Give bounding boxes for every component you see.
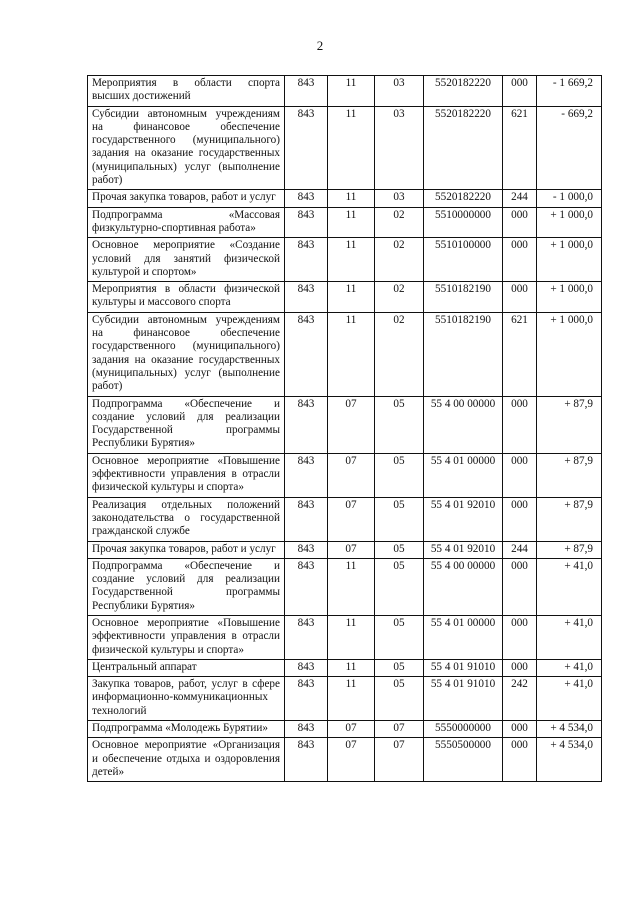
row-name-cell: Основное мероприятие «Повышение эффективности управления в отрасли физической культуры и спорта» bbox=[88, 453, 285, 497]
expense-type-cell: 244 bbox=[503, 541, 537, 558]
ministry-code-cell: 843 bbox=[285, 738, 328, 782]
subsection-code-cell: 05 bbox=[375, 396, 424, 453]
target-code-cell: 5520182220 bbox=[424, 106, 503, 190]
section-code-cell: 07 bbox=[328, 396, 375, 453]
expense-type-cell: 000 bbox=[503, 659, 537, 676]
amount-cell: + 41,0 bbox=[537, 558, 602, 615]
expense-type-cell: 621 bbox=[503, 106, 537, 190]
table-row bbox=[88, 396, 602, 453]
table-row bbox=[88, 238, 602, 282]
amount-cell: + 87,9 bbox=[537, 453, 602, 497]
amount-cell: + 87,9 bbox=[537, 497, 602, 541]
target-code-cell: 55 4 00 00000 bbox=[424, 558, 503, 615]
amount-cell: + 87,9 bbox=[537, 396, 602, 453]
ministry-code-cell: 843 bbox=[285, 558, 328, 615]
target-code-cell: 5520182220 bbox=[424, 76, 503, 107]
table-row bbox=[88, 282, 602, 313]
subsection-code-cell: 05 bbox=[375, 541, 424, 558]
subsection-code-cell: 02 bbox=[375, 207, 424, 238]
target-code-cell: 55 4 01 91010 bbox=[424, 677, 503, 721]
target-code-cell: 55 4 01 92010 bbox=[424, 497, 503, 541]
section-code-cell: 07 bbox=[328, 721, 375, 738]
expense-type-cell: 000 bbox=[503, 238, 537, 282]
subsection-code-cell: 03 bbox=[375, 190, 424, 207]
expense-type-cell: 000 bbox=[503, 738, 537, 782]
section-code-cell: 11 bbox=[328, 76, 375, 107]
ministry-code-cell: 843 bbox=[285, 76, 328, 107]
target-code-cell: 5510182190 bbox=[424, 312, 503, 396]
table-row bbox=[88, 677, 602, 721]
page-number: 2 bbox=[316, 38, 324, 53]
row-name-cell: Основное мероприятие «Повышение эффективности управления в отрасли физической культуры и спорта» bbox=[88, 615, 285, 659]
amount-cell: + 1 000,0 bbox=[537, 238, 602, 282]
subsection-code-cell: 02 bbox=[375, 282, 424, 313]
table-row bbox=[88, 207, 602, 238]
subsection-code-cell: 05 bbox=[375, 558, 424, 615]
ministry-code-cell: 843 bbox=[285, 659, 328, 676]
target-code-cell: 55 4 01 91010 bbox=[424, 659, 503, 676]
ministry-code-cell: 843 bbox=[285, 453, 328, 497]
amount-cell: + 1 000,0 bbox=[537, 207, 602, 238]
row-name-cell: Подпрограмма «Молодежь Бурятии» bbox=[88, 721, 285, 738]
amount-cell: - 1 000,0 bbox=[537, 190, 602, 207]
ministry-code-cell: 843 bbox=[285, 497, 328, 541]
section-code-cell: 11 bbox=[328, 558, 375, 615]
table-row bbox=[88, 615, 602, 659]
section-code-cell: 07 bbox=[328, 541, 375, 558]
target-code-cell: 5550500000 bbox=[424, 738, 503, 782]
row-name-cell: Прочая закупка товаров, работ и услуг bbox=[88, 541, 285, 558]
amount-cell: + 4 534,0 bbox=[537, 738, 602, 782]
expense-type-cell: 000 bbox=[503, 497, 537, 541]
amount-cell: + 41,0 bbox=[537, 615, 602, 659]
subsection-code-cell: 07 bbox=[375, 721, 424, 738]
table-row bbox=[88, 738, 602, 782]
row-name-cell: Основное мероприятие «Создание условий для занятий физической культурой и спортом» bbox=[88, 238, 285, 282]
ministry-code-cell: 843 bbox=[285, 238, 328, 282]
subsection-code-cell: 05 bbox=[375, 659, 424, 676]
table-row bbox=[88, 497, 602, 541]
expense-type-cell: 000 bbox=[503, 558, 537, 615]
table-row bbox=[88, 721, 602, 738]
amount-cell: - 669,2 bbox=[537, 106, 602, 190]
target-code-cell: 5550000000 bbox=[424, 721, 503, 738]
row-name-cell: Подпрограмма «Обеспечение и создание условий для реализации Государственной программы Республики Бурятия» bbox=[88, 396, 285, 453]
table-row bbox=[88, 558, 602, 615]
table-body bbox=[88, 76, 602, 782]
row-name-cell: Реализация отдельных положений законодательства о государственной гражданской службе bbox=[88, 497, 285, 541]
ministry-code-cell: 843 bbox=[285, 207, 328, 238]
expense-type-cell: 000 bbox=[503, 396, 537, 453]
ministry-code-cell: 843 bbox=[285, 190, 328, 207]
table-row bbox=[88, 541, 602, 558]
ministry-code-cell: 843 bbox=[285, 721, 328, 738]
section-code-cell: 11 bbox=[328, 190, 375, 207]
ministry-code-cell: 843 bbox=[285, 106, 328, 190]
target-code-cell: 55 4 01 00000 bbox=[424, 615, 503, 659]
ministry-code-cell: 843 bbox=[285, 541, 328, 558]
amount-cell: + 41,0 bbox=[537, 659, 602, 676]
expense-type-cell: 000 bbox=[503, 76, 537, 107]
expense-type-cell: 000 bbox=[503, 453, 537, 497]
section-code-cell: 11 bbox=[328, 312, 375, 396]
row-name-cell: Прочая закупка товаров, работ и услуг bbox=[88, 190, 285, 207]
row-name-cell: Основное мероприятие «Организация и обеспечение отдыха и оздоровления детей» bbox=[88, 738, 285, 782]
subsection-code-cell: 05 bbox=[375, 497, 424, 541]
row-name-cell: Закупка товаров, работ, услуг в сфере информационно-коммуникационных технологий bbox=[88, 677, 285, 721]
row-name-cell: Субсидии автономным учреждениям на финансовое обеспечение государственного (муниципального) задания на оказание государственных (муниципальных) услуг (выполнение работ) bbox=[88, 106, 285, 190]
row-name-cell: Подпрограмма «Обеспечение и создание условий для реализации Государственной программы Республики Бурятия» bbox=[88, 558, 285, 615]
expense-type-cell: 000 bbox=[503, 721, 537, 738]
target-code-cell: 5510100000 bbox=[424, 238, 503, 282]
subsection-code-cell: 05 bbox=[375, 677, 424, 721]
amount-cell: + 4 534,0 bbox=[537, 721, 602, 738]
row-name-cell: Центральный аппарат bbox=[88, 659, 285, 676]
section-code-cell: 11 bbox=[328, 615, 375, 659]
row-name-cell: Субсидии автономным учреждениям на финансовое обеспечение государственного (муниципального) задания на оказание государственных (муниципальных) услуг (выполнение работ) bbox=[88, 312, 285, 396]
subsection-code-cell: 02 bbox=[375, 238, 424, 282]
expense-type-cell: 000 bbox=[503, 615, 537, 659]
expense-type-cell: 242 bbox=[503, 677, 537, 721]
target-code-cell: 5510182190 bbox=[424, 282, 503, 313]
subsection-code-cell: 07 bbox=[375, 738, 424, 782]
ministry-code-cell: 843 bbox=[285, 396, 328, 453]
subsection-code-cell: 03 bbox=[375, 106, 424, 190]
row-name-cell: Мероприятия в области спорта высших достижений bbox=[88, 76, 285, 107]
subsection-code-cell: 05 bbox=[375, 615, 424, 659]
subsection-code-cell: 05 bbox=[375, 453, 424, 497]
amount-cell: - 1 669,2 bbox=[537, 76, 602, 107]
budget-table bbox=[87, 75, 602, 782]
row-name-cell: Мероприятия в области физической культуры и массового спорта bbox=[88, 282, 285, 313]
expense-type-cell: 621 bbox=[503, 312, 537, 396]
target-code-cell: 5510000000 bbox=[424, 207, 503, 238]
amount-cell: + 87,9 bbox=[537, 541, 602, 558]
section-code-cell: 11 bbox=[328, 677, 375, 721]
amount-cell: + 1 000,0 bbox=[537, 282, 602, 313]
section-code-cell: 11 bbox=[328, 659, 375, 676]
section-code-cell: 11 bbox=[328, 207, 375, 238]
amount-cell: + 1 000,0 bbox=[537, 312, 602, 396]
section-code-cell: 07 bbox=[328, 738, 375, 782]
table-row bbox=[88, 312, 602, 396]
ministry-code-cell: 843 bbox=[285, 615, 328, 659]
target-code-cell: 5520182220 bbox=[424, 190, 503, 207]
table-row bbox=[88, 659, 602, 676]
table-row bbox=[88, 76, 602, 107]
expense-type-cell: 000 bbox=[503, 207, 537, 238]
section-code-cell: 11 bbox=[328, 106, 375, 190]
table-row bbox=[88, 106, 602, 190]
target-code-cell: 55 4 00 00000 bbox=[424, 396, 503, 453]
ministry-code-cell: 843 bbox=[285, 282, 328, 313]
section-code-cell: 11 bbox=[328, 282, 375, 313]
table-row bbox=[88, 190, 602, 207]
row-name-cell: Подпрограмма «Массовая физкультурно-спортивная работа» bbox=[88, 207, 285, 238]
amount-cell: + 41,0 bbox=[537, 677, 602, 721]
target-code-cell: 55 4 01 00000 bbox=[424, 453, 503, 497]
subsection-code-cell: 02 bbox=[375, 312, 424, 396]
ministry-code-cell: 843 bbox=[285, 312, 328, 396]
section-code-cell: 11 bbox=[328, 238, 375, 282]
section-code-cell: 07 bbox=[328, 497, 375, 541]
target-code-cell: 55 4 01 92010 bbox=[424, 541, 503, 558]
table-row bbox=[88, 453, 602, 497]
ministry-code-cell: 843 bbox=[285, 677, 328, 721]
expense-type-cell: 244 bbox=[503, 190, 537, 207]
subsection-code-cell: 03 bbox=[375, 76, 424, 107]
section-code-cell: 07 bbox=[328, 453, 375, 497]
expense-type-cell: 000 bbox=[503, 282, 537, 313]
